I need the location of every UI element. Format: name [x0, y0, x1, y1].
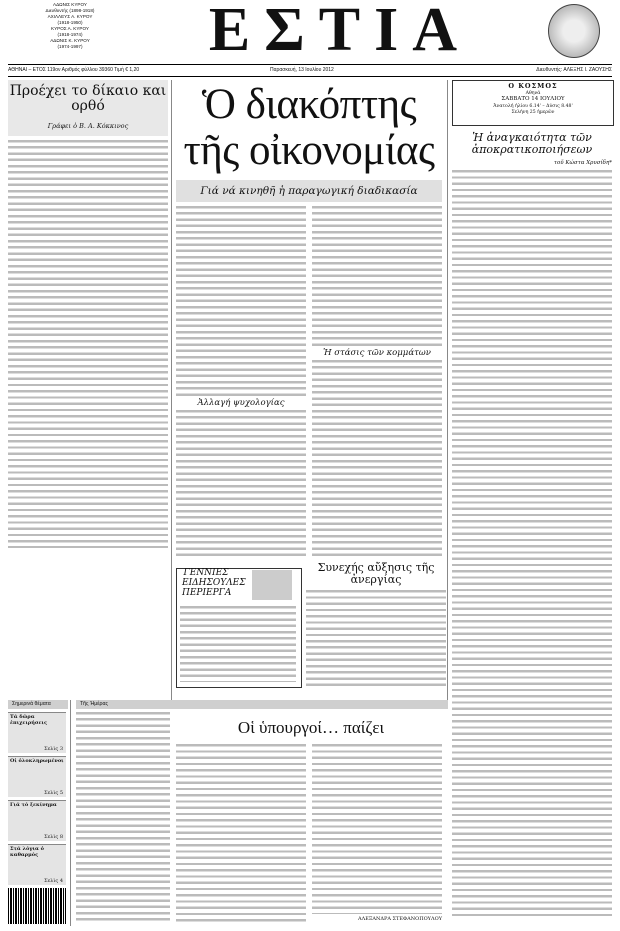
opinion-body [176, 744, 306, 924]
weather-moon: Σελήνη 25 ἡμερῶν [511, 110, 555, 115]
main-subhead: Γιά νά κινηθῆ ἡ παραγωγική διαδικασία [176, 180, 442, 202]
right-article-headline: Ἡ ἀναγκαιότητα τῶν ἀποκρατικοποιήσεων [471, 131, 593, 156]
founder-line: (1918-1974) [57, 32, 83, 37]
opinion-bar: Τῆς Ἡμέρας [76, 700, 448, 709]
main-section-heading: Ἀλλαγή ψυχολογίας [197, 398, 285, 408]
index-item[interactable] [8, 800, 66, 841]
info-bar [8, 66, 612, 75]
divider [8, 64, 612, 65]
index-item[interactable] [8, 844, 66, 885]
left-article-headline: Προέχει το δίκαιο και ορθό [9, 83, 167, 114]
opinion-author: ΑΛΕΞΑΝΔΡΑ ΣΤΕΦΑΝΟΠΟΥΛΟΥ [357, 916, 442, 922]
main-body-column [312, 206, 442, 346]
left-article-body [8, 140, 168, 548]
unemployment-body [306, 590, 446, 690]
issue-info: ΑΘΗΝΑΙ – ΕΤΟΣ 119ον Αριθμός φύλλου 39360 Τιμή € 1,20 [8, 67, 140, 73]
divider [8, 76, 612, 77]
main-body-column [176, 206, 306, 396]
weather-sun: Ἀνατολή ἡλίου 6.14' – Δύσις 8.48' [493, 104, 573, 109]
index-item-page: Σελὶς 3 [44, 746, 63, 752]
founder-line: ΚΥΡΟΣ Α. ΚΥΡΟΥ [51, 26, 89, 31]
news-box-title: ΓΕΝΝΙΕΣ ΕΙΔΗΣΟΥΛΕΣ ΠΕΡΙΕΡΓΑ [182, 568, 246, 598]
index-item-title: Τά δῶρα ἐπιχειρήσεις [10, 714, 48, 726]
newspaper-logo: ΕΣΤΙΑ [208, 0, 472, 64]
main-headline-line: Ὁ διακόπτης [201, 81, 417, 128]
left-article-byline: Γράφει ὁ Β. Α. Κόκκινος [47, 122, 129, 130]
main-headline [176, 82, 442, 174]
founder-line: Διευθυντής (1898-1918) [45, 8, 95, 13]
main-section-heading: Ἡ στάσις τῶν κομμάτων [323, 348, 431, 358]
news-box-body [180, 606, 296, 682]
opinion-body [312, 744, 442, 914]
weather-box [452, 80, 614, 126]
index-item-title: Οἱ ὀλοκληρωμένοι [10, 758, 64, 764]
index-item[interactable] [8, 756, 66, 797]
index-item-page: Σελὶς 8 [44, 834, 63, 840]
barcode-icon [8, 888, 66, 924]
main-body-column [176, 410, 306, 560]
weather-title: Ο ΚΟΣΜΟΣ [508, 82, 558, 90]
main-body-column [312, 360, 442, 558]
column-divider [447, 80, 448, 700]
right-article-body [452, 170, 612, 920]
masthead [0, 0, 620, 64]
opinion-headline: Οἱ ὑπουργοί… παίζει [237, 718, 385, 737]
editor-info: Διευθυντής: ΑΛΕΞΗΣ Ι. ΖΑΟΥΣΗΣ [536, 67, 612, 73]
founder-line: ΑΔΩΝΙΣ ΚΥΡΟΥ [53, 2, 87, 7]
right-article-byline: τοῦ Κώστα Χρυσίδη* [553, 160, 612, 166]
column-divider [171, 80, 172, 700]
founder-line: (1918-1950) [57, 20, 83, 25]
issue-date: Παρασκευή, 13 Ιουλίου 2012 [270, 67, 334, 73]
index-item-page: Σελὶς 4 [44, 878, 63, 884]
index-item-page: Σελὶς 5 [44, 790, 63, 796]
news-box-image [252, 570, 292, 600]
weather-location: Αθηνά [525, 91, 541, 96]
column-divider [70, 700, 71, 926]
founder-line: (1974-1997) [57, 44, 83, 49]
unemployment-headline: Συνεχής αὔξησις τῆς ἀνεργίας [317, 561, 435, 586]
founders-list [10, 2, 130, 50]
weather-date: ΣΑΒΒΑΤΟ 14 ΙΟΥΛΙΟΥ [501, 96, 565, 102]
opinion-body [76, 712, 170, 924]
founder-line: ΑΔΩΝΙΣ Κ. ΚΥΡΟΥ [50, 38, 90, 43]
founder-line: ΑΧΙΛΛΕΥΣ Α. ΚΥΡΟΥ [47, 14, 93, 19]
index-item[interactable] [8, 712, 66, 753]
index-bar: Σημερινά θέματα [8, 700, 68, 709]
main-headline-line: τῆς οἰκονομίας [183, 127, 435, 174]
index-item-title: Γιά τό ξεκίνημα [10, 802, 57, 808]
index-item-title: Στά λόγια ὁ καθαρμός [10, 846, 44, 858]
seal-icon [548, 4, 600, 58]
